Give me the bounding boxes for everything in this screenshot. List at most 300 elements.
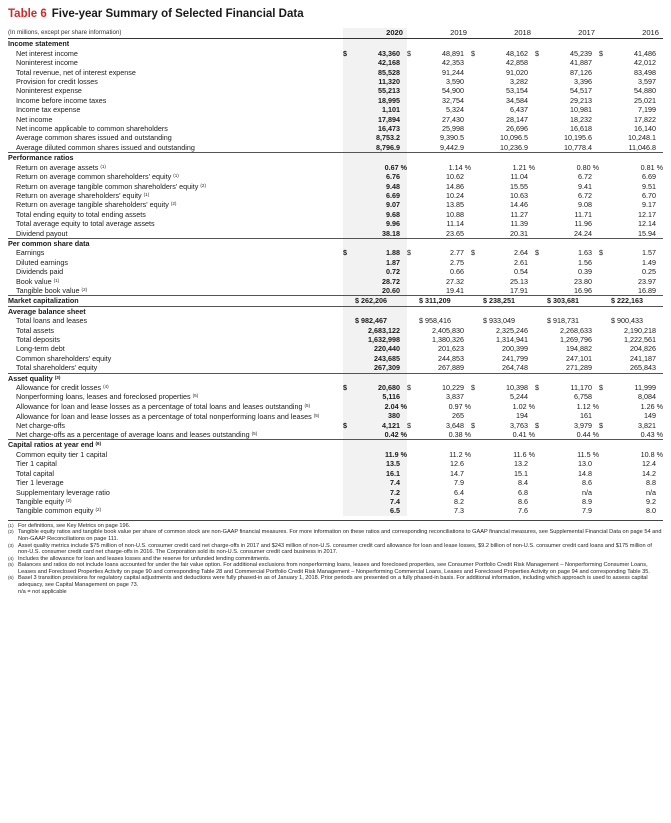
- value-text: 54,880: [634, 86, 656, 96]
- footnote: [8, 556, 663, 563]
- value-text: 17,822: [634, 114, 656, 124]
- row-label-text: Common equity tier 1 capital: [16, 449, 108, 459]
- value-text: 265,843: [630, 363, 656, 373]
- value-cell: [479, 77, 535, 86]
- value-text: 23.97: [638, 276, 656, 286]
- dollar-sign-cell: [471, 258, 479, 267]
- value-text: 25,021: [634, 95, 656, 105]
- value-cell: [607, 392, 663, 401]
- dollar-sign-cell: [471, 267, 479, 276]
- value-cell: [479, 248, 535, 257]
- dollar-sign-cell: [471, 39, 479, 49]
- dollar-sign-cell: [343, 344, 351, 353]
- dollar-sign-cell: [535, 277, 543, 286]
- value-text: 0.44: [576, 430, 591, 440]
- row-label: [8, 326, 343, 335]
- dollar-sign-cell: [535, 153, 543, 163]
- table-row: [8, 77, 663, 86]
- value-text: 1.14: [448, 162, 463, 172]
- value-text: 267,889: [438, 363, 464, 373]
- value-cell: [479, 392, 535, 401]
- value-cell: [351, 86, 407, 95]
- value-text: 6.5: [390, 506, 400, 516]
- row-label: [8, 133, 343, 142]
- row-label: [8, 105, 343, 114]
- value-text: 16,140: [634, 124, 656, 134]
- value-text: 265: [452, 411, 464, 421]
- dollar-sign-cell: [535, 316, 543, 325]
- value-cell: [543, 143, 599, 153]
- value-cell: [479, 373, 535, 383]
- dollar-sign-cell: [599, 219, 607, 228]
- value-cell: [479, 115, 535, 124]
- value-cell: [351, 469, 407, 478]
- value-text: 244,853: [438, 353, 464, 363]
- dollar-sign-cell: [343, 105, 351, 114]
- value-text: 7.2: [390, 487, 400, 497]
- value-cell: [415, 248, 471, 257]
- value-text: 10,981: [570, 105, 592, 115]
- footnote-marker: (1): [143, 191, 150, 197]
- value-text: 1.63: [578, 248, 592, 258]
- dollar-sign-cell: $: [407, 248, 411, 258]
- dollar-sign-cell: [535, 344, 543, 353]
- value-cell: [415, 39, 471, 49]
- dollar-sign-cell: [471, 277, 479, 286]
- dollar-sign-cell: $: [471, 383, 475, 393]
- value-text: 11,999: [634, 383, 656, 393]
- dollar-sign: $: [419, 296, 425, 306]
- percent-sign: %: [462, 401, 471, 411]
- value-cell: [415, 258, 471, 267]
- row-label-text: Asset quality: [8, 373, 53, 383]
- dollar-sign-cell: [407, 258, 415, 267]
- dollar-sign-cell: [599, 258, 607, 267]
- value-text: 11.2: [449, 449, 463, 459]
- value-cell: [543, 96, 599, 105]
- footnote-marker: (4): [103, 384, 109, 390]
- dollar-sign: $: [547, 296, 553, 306]
- value-text: 10.62: [446, 172, 464, 182]
- percent-sign: %: [526, 449, 535, 459]
- value-text: 42,168: [378, 58, 400, 68]
- value-cell: [543, 316, 599, 325]
- value-cell: [543, 459, 599, 468]
- row-label-text: Return on average common shareholders' equity: [16, 172, 172, 182]
- value-cell: [479, 506, 535, 515]
- row-label-text: Total shareholders' equity: [16, 363, 98, 373]
- value-text: 34,584: [506, 95, 528, 105]
- dollar-sign-cell: [535, 200, 543, 209]
- value-cell: [543, 258, 599, 267]
- value-text: 20,680: [378, 383, 400, 393]
- value-text: 3,979: [574, 420, 592, 430]
- dollar-sign-cell: [599, 182, 607, 191]
- table-row: [8, 96, 663, 105]
- value-text: 11.96: [574, 219, 592, 229]
- dollar-sign-cell: $: [471, 420, 475, 430]
- table-row: [8, 383, 663, 392]
- value-text: 9,442.9: [440, 142, 464, 152]
- value-cell: [607, 86, 663, 95]
- dollar-sign-cell: [471, 354, 479, 363]
- table-row: [8, 258, 663, 267]
- value-text: 8,796.9: [376, 142, 400, 152]
- value-text: 0.54: [514, 267, 528, 277]
- value-cell: [479, 421, 535, 430]
- dollar-sign-cell: [343, 115, 351, 124]
- value-cell: [351, 459, 407, 468]
- table-row: [8, 421, 663, 430]
- value-text: 204,826: [630, 344, 656, 354]
- value-text: 264,748: [502, 363, 528, 373]
- value-text: 16.96: [574, 285, 592, 295]
- dollar-sign-cell: [471, 182, 479, 191]
- value-cell: [543, 182, 599, 191]
- row-label-text: Net charge-offs as a percentage of average loans and leases outstanding: [16, 430, 250, 440]
- dollar-sign-cell: [471, 506, 479, 515]
- dollar-sign-cell: [535, 469, 543, 478]
- value-cell: [543, 200, 599, 209]
- footnote-mark: (2): [8, 529, 14, 535]
- value-text: 18,232: [570, 114, 592, 124]
- value-text: 8,753.2: [376, 133, 400, 143]
- table-row: [8, 344, 663, 353]
- value-cell: [479, 277, 535, 286]
- year-header-2016: 2016: [599, 28, 663, 39]
- value-text: 0.41: [512, 430, 527, 440]
- value-text: 26,696: [506, 124, 528, 134]
- dollar-sign-cell: [343, 411, 351, 420]
- table-row: [8, 316, 663, 325]
- value-cell: [607, 497, 663, 506]
- value-cell: [415, 326, 471, 335]
- value-cell: [607, 335, 663, 344]
- value-cell: [479, 153, 535, 163]
- value-cell: [607, 172, 663, 181]
- value-cell: [415, 392, 471, 401]
- dollar-sign-cell: [599, 58, 607, 67]
- dollar-sign-cell: [471, 440, 479, 450]
- dollar-sign-cell: [343, 96, 351, 105]
- dollar-sign-cell: [343, 277, 351, 286]
- value-text: 1,269,796: [560, 335, 592, 344]
- dollar-sign-cell: [599, 354, 607, 363]
- value-cell: [351, 163, 407, 172]
- value-cell: [607, 191, 663, 200]
- value-cell: [607, 373, 663, 383]
- value-cell: [543, 238, 599, 248]
- value-cell: [415, 506, 471, 515]
- value-cell: [479, 411, 535, 420]
- dollar-sign-cell: $: [471, 248, 475, 258]
- value-cell: [543, 86, 599, 95]
- value-cell: [415, 459, 471, 468]
- row-label-text: Total average equity to total average assets: [16, 219, 155, 229]
- dollar-sign-cell: [599, 440, 607, 450]
- value-text: 918,731: [553, 316, 579, 326]
- value-cell: [415, 344, 471, 353]
- dollar-sign-cell: $: [599, 420, 603, 430]
- value-cell: [415, 86, 471, 95]
- dollar-sign-cell: [407, 326, 415, 335]
- value-cell: [543, 354, 599, 363]
- footnote-mark: (1): [8, 522, 14, 528]
- value-text: 0.42: [384, 430, 399, 440]
- value-cell: [543, 58, 599, 67]
- row-label-text: Net income applicable to common shareholders: [16, 124, 168, 134]
- dollar-sign: $: [611, 316, 617, 326]
- dollar-sign-cell: [535, 335, 543, 344]
- percent-sign: %: [462, 430, 471, 440]
- dollar-sign-cell: [407, 219, 415, 228]
- value-text: 7.9: [454, 478, 464, 488]
- value-text: 43,360: [378, 48, 400, 58]
- value-cell: [479, 96, 535, 105]
- dollar-sign-cell: [535, 296, 543, 306]
- value-text: 8.6: [582, 478, 592, 488]
- value-cell: [543, 49, 599, 58]
- row-label: [8, 219, 343, 228]
- value-text: 10.63: [510, 190, 528, 200]
- dollar-sign-cell: [343, 354, 351, 363]
- dollar-sign-cell: [407, 306, 415, 316]
- year-header-2020: 2020: [343, 28, 407, 39]
- row-label-text: Income statement: [8, 39, 70, 49]
- table-row: [8, 115, 663, 124]
- value-text: 3,396: [574, 77, 592, 87]
- value-text: 1,632,998: [368, 335, 400, 344]
- dollar-sign-cell: [599, 459, 607, 468]
- dollar-sign-cell: [599, 172, 607, 181]
- dollar-sign-cell: [343, 229, 351, 239]
- value-cell: [351, 133, 407, 142]
- percent-sign: %: [526, 430, 535, 440]
- dollar-sign-cell: [407, 450, 415, 459]
- value-cell: [351, 383, 407, 392]
- dollar-sign-cell: [599, 506, 607, 515]
- value-cell: [607, 459, 663, 468]
- row-label-text: Common shareholders' equity: [16, 353, 112, 363]
- dollar-sign-cell: [471, 497, 479, 506]
- dollar-sign-cell: [407, 115, 415, 124]
- dollar-sign-cell: [599, 267, 607, 276]
- dollar-sign-cell: $: [535, 383, 539, 393]
- row-label: [8, 163, 343, 172]
- value-text: 87,126: [570, 67, 592, 77]
- value-cell: [351, 344, 407, 353]
- value-cell: [607, 153, 663, 163]
- dollar-sign-cell: [599, 163, 607, 172]
- dollar-sign-cell: [599, 430, 607, 440]
- dollar-sign-cell: [471, 133, 479, 142]
- percent-sign: %: [398, 162, 407, 172]
- value-cell: [415, 277, 471, 286]
- dollar-sign-cell: [599, 96, 607, 105]
- value-cell: [543, 411, 599, 420]
- dollar-sign-cell: [343, 153, 351, 163]
- row-label: [8, 182, 343, 191]
- footnotes: [8, 520, 663, 596]
- row-label-text: Diluted earnings: [16, 257, 68, 267]
- dollar-sign-cell: [471, 373, 479, 383]
- value-text: 900,433: [617, 316, 643, 326]
- row-label-text: Net income: [16, 114, 53, 124]
- value-text: 3,282: [510, 77, 528, 87]
- dollar-sign-cell: [599, 68, 607, 77]
- dollar-sign-cell: [407, 124, 415, 133]
- value-text: 14.8: [578, 468, 592, 478]
- percent-sign: %: [462, 162, 471, 172]
- value-cell: [543, 210, 599, 219]
- dollar-sign-cell: $: [535, 420, 539, 430]
- row-label: [8, 392, 343, 401]
- dollar-sign-cell: [471, 229, 479, 239]
- row-label: [8, 335, 343, 344]
- row-label: [8, 229, 343, 239]
- value-text: 1.56: [578, 257, 592, 267]
- value-cell: [607, 506, 663, 515]
- dollar-sign-cell: [471, 411, 479, 420]
- dollar-sign-cell: [471, 96, 479, 105]
- value-text: 6.4: [454, 487, 464, 497]
- value-cell: [415, 421, 471, 430]
- value-cell: [351, 229, 407, 239]
- value-cell: [415, 430, 471, 440]
- value-text: 10.88: [446, 209, 464, 219]
- value-cell: [479, 344, 535, 353]
- row-label-text: Allowance for credit losses: [16, 383, 102, 393]
- row-label-text: Income tax expense: [16, 105, 81, 115]
- footnote: [8, 523, 663, 530]
- dollar-sign-cell: [343, 497, 351, 506]
- value-text: 9.68: [386, 209, 400, 219]
- dollar-sign-cell: [407, 373, 415, 383]
- value-text: 1.87: [386, 257, 400, 267]
- value-cell: [351, 306, 407, 316]
- value-text: 9.08: [578, 200, 592, 210]
- row-label: [8, 411, 343, 420]
- value-text: 10,096.5: [500, 133, 528, 143]
- value-text: 11.27: [510, 209, 528, 219]
- dollar-sign-cell: [535, 326, 543, 335]
- dollar-sign-cell: [599, 105, 607, 114]
- footnote-mark: (6): [8, 575, 14, 581]
- value-text: 16.89: [638, 285, 656, 295]
- table-row: [8, 229, 663, 239]
- value-text: 6,437: [510, 105, 528, 115]
- row-label-text: Income before income taxes: [16, 95, 107, 105]
- dollar-sign-cell: [535, 105, 543, 114]
- dollar-sign-cell: [343, 182, 351, 191]
- value-cell: [479, 210, 535, 219]
- dollar-sign-cell: [407, 210, 415, 219]
- dollar-sign-cell: [535, 191, 543, 200]
- dollar-sign-cell: $: [407, 420, 411, 430]
- value-text: 27,430: [442, 114, 464, 124]
- table-row: [8, 124, 663, 133]
- value-cell: [415, 172, 471, 181]
- value-cell: [415, 411, 471, 420]
- value-cell: [415, 373, 471, 383]
- table-row: [8, 172, 663, 181]
- value-text: 85,528: [378, 67, 400, 77]
- value-text: 23.65: [446, 228, 464, 238]
- dollar-sign-cell: [407, 506, 415, 515]
- dollar-sign-cell: [471, 105, 479, 114]
- value-cell: [479, 326, 535, 335]
- value-cell: [479, 58, 535, 67]
- row-label: [8, 421, 343, 430]
- dollar-sign-cell: [535, 354, 543, 363]
- value-cell: [351, 58, 407, 67]
- dollar-sign-cell: [407, 440, 415, 450]
- value-cell: [351, 354, 407, 363]
- table-row: [8, 58, 663, 67]
- dollar-sign-cell: [471, 402, 479, 411]
- row-label-text: Supplementary leverage ratio: [16, 487, 110, 497]
- dollar-sign-cell: [599, 411, 607, 420]
- table-row: [8, 506, 663, 515]
- value-cell: [479, 316, 535, 325]
- value-cell: [415, 354, 471, 363]
- table-row: [8, 326, 663, 335]
- dollar-sign-cell: [599, 316, 607, 325]
- value-cell: [351, 96, 407, 105]
- value-cell: [415, 124, 471, 133]
- value-text: 38.18: [382, 228, 400, 238]
- value-text: 11.9: [385, 449, 399, 459]
- footnote-text: Balances and ratios do not include loans accounted for under the fair value option. For additional exclusions from nonperforming loans, leases and foreclosed properties, see Consumer Portfolio Credit Risk Management – Nonperforming Consumer Loans, Leases and Foreclosed Properties Activity on page 90 and corresponding Table 28 and Commercial Portfolio Credit Risk Management – Nonperforming Commercial Loans, Leases and Foreclosed Properties Activity on page 94 and corresponding Table 35.: [18, 562, 650, 575]
- dollar-sign-cell: [407, 68, 415, 77]
- row-label: [8, 86, 343, 95]
- footnote-mark: [8, 589, 18, 596]
- value-text: 11.5: [577, 449, 591, 459]
- value-text: 6.72: [578, 190, 592, 200]
- value-cell: [607, 316, 663, 325]
- value-cell: [607, 267, 663, 276]
- row-label: [8, 506, 343, 515]
- table-row: [8, 469, 663, 478]
- value-text: 10,236.9: [500, 142, 528, 152]
- section-header-row: [8, 373, 663, 383]
- dollar-sign-cell: [535, 459, 543, 468]
- dollar-sign-cell: [535, 258, 543, 267]
- value-text: 3,821: [638, 420, 656, 430]
- value-text: 13.2: [514, 459, 528, 469]
- footnote-marker: (1): [100, 163, 106, 169]
- value-cell: [351, 478, 407, 487]
- dollar-sign-cell: [535, 86, 543, 95]
- value-cell: [351, 506, 407, 515]
- value-cell: [351, 143, 407, 153]
- dollar-sign-cell: [535, 411, 543, 420]
- value-text: 41,887: [570, 58, 592, 68]
- dollar-sign-cell: [535, 133, 543, 142]
- table-row: [8, 191, 663, 200]
- value-text: 10,195.6: [564, 133, 592, 143]
- dollar-sign-cell: [343, 133, 351, 142]
- footnote-marker: (5): [251, 431, 258, 437]
- dollar-sign-cell: [599, 210, 607, 219]
- value-cell: [543, 105, 599, 114]
- dollar-sign-cell: [407, 267, 415, 276]
- dollar-sign-cell: [471, 316, 479, 325]
- value-cell: [607, 143, 663, 153]
- dollar-sign-cell: [471, 296, 479, 306]
- dollar-sign-cell: [599, 363, 607, 373]
- dollar-sign-cell: [535, 115, 543, 124]
